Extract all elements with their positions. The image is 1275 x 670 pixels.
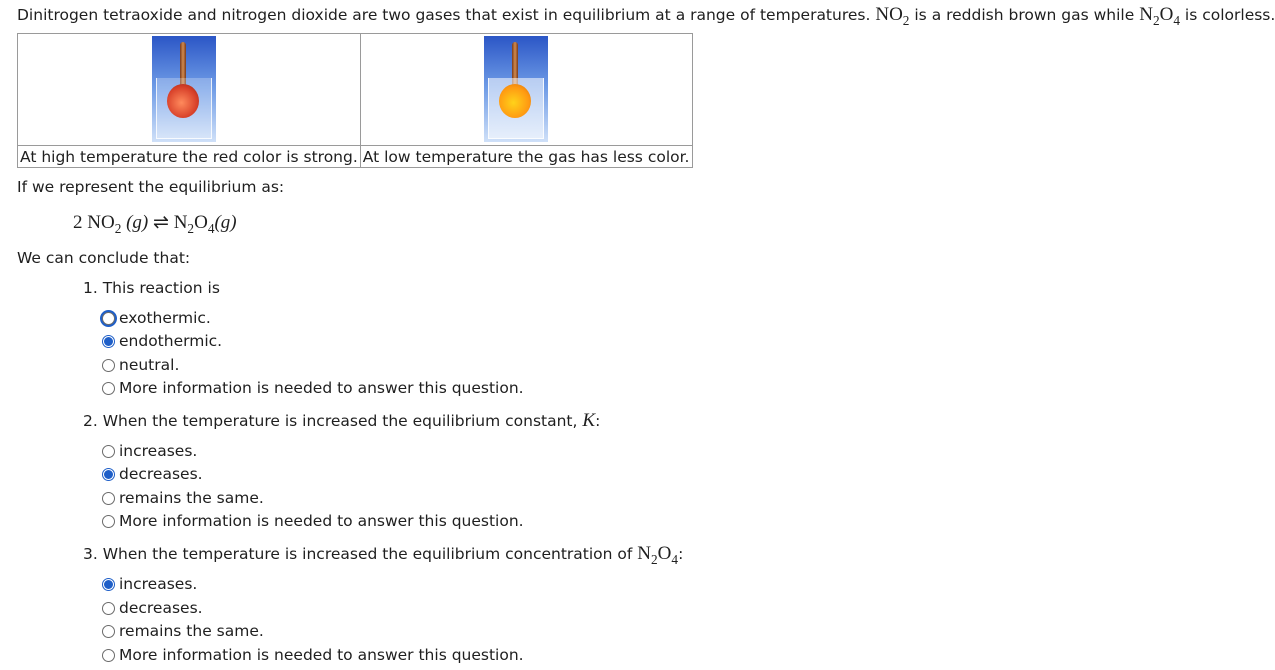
q2-option-decreases[interactable]: decreases. <box>102 464 203 484</box>
q1-option-endothermic[interactable]: endothermic. <box>102 331 222 351</box>
cold-flask-photo <box>484 36 548 142</box>
caption-cold: At low temperature the gas has less color. <box>360 146 692 168</box>
radio-icon[interactable] <box>102 515 115 528</box>
caption-hot: At high temperature the red color is strong. <box>18 146 361 168</box>
q3-option-increases[interactable]: increases. <box>102 574 197 594</box>
equilibrium-arrow-icon: ⇌ <box>153 212 169 233</box>
equilibrium-equation: 2 $NO_2$ (g) ⇌ $N_2O_4(g)$ <box>73 212 237 236</box>
hot-flask-photo <box>152 36 216 142</box>
conclude-text: We can conclude that: <box>17 249 191 267</box>
q1-option-neutral[interactable]: neutral. <box>102 355 179 375</box>
q3-option-remains-same[interactable]: remains the same. <box>102 621 264 641</box>
radio-icon[interactable] <box>102 359 115 372</box>
radio-icon[interactable] <box>102 382 115 395</box>
figure-table <box>17 33 693 168</box>
question-3-prompt: 3. When the temperature is increased the equilibrium concentration of $N_2O_4$: <box>83 543 684 567</box>
radio-icon[interactable] <box>102 312 115 325</box>
radio-icon[interactable] <box>102 649 115 662</box>
intro-text: Dinitrogen tetraoxide and nitrogen dioxide are two gases that exist in equilibrium at a range of temperatures. $NO_2$ is a reddish brown gas while $N_2O_4$ is colorless. <box>17 4 1275 28</box>
q3-option-more-info[interactable]: More information is needed to answer this question. <box>102 645 524 665</box>
radio-icon[interactable] <box>102 492 115 505</box>
radio-selected-icon[interactable] <box>102 335 115 348</box>
radio-icon[interactable] <box>102 602 115 615</box>
radio-selected-icon[interactable] <box>102 468 115 481</box>
figure-cell-cold <box>360 34 692 146</box>
radio-icon[interactable] <box>102 625 115 638</box>
q1-option-exothermic[interactable]: exothermic. <box>102 308 211 328</box>
radio-icon[interactable] <box>102 445 115 458</box>
represent-text: If we represent the equilibrium as: <box>17 178 285 196</box>
figure-cell-hot <box>18 34 361 146</box>
q3-option-decreases[interactable]: decreases. <box>102 598 203 618</box>
q2-option-remains-same[interactable]: remains the same. <box>102 488 264 508</box>
q2-option-increases[interactable]: increases. <box>102 441 197 461</box>
question-1-prompt: 1. This reaction is <box>83 279 220 297</box>
q1-option-more-info[interactable]: More information is needed to answer this question. <box>102 378 524 398</box>
question-2-prompt: 2. When the temperature is increased the equilibrium constant, K: <box>83 410 601 431</box>
q2-option-more-info[interactable]: More information is needed to answer this question. <box>102 511 524 531</box>
radio-selected-icon[interactable] <box>102 578 115 591</box>
